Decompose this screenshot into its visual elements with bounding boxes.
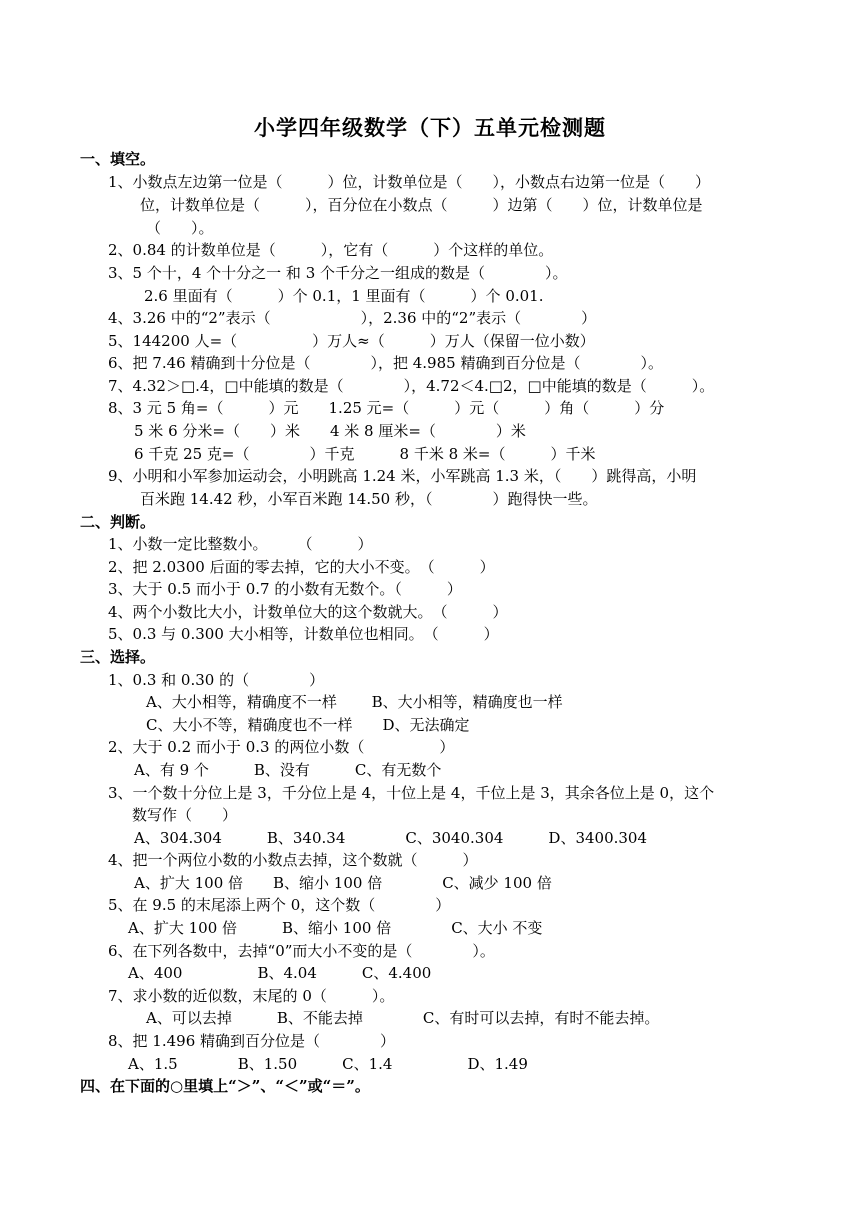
question-line: 7、4.32＞□.4，□中能填的数是（ ），4.72＜4.□2，□中能填的数是（ ）。: [108, 377, 715, 395]
page-title: 小学四年级数学（下）五单元检测题: [254, 115, 606, 140]
option-line: C、大小不等，精确度也不一样 D、无法确定: [146, 716, 470, 734]
question-line: 2、大于 0.2 而小于 0.3 的两位小数（ ）: [108, 738, 455, 756]
question-line: 1、小数点左边第一位是（ ）位，计数单位是（ ），小数点右边第一位是（ ）: [108, 173, 711, 191]
question-line: 5、0.3 与 0.300 大小相等，计数单位也相同。 （ ）: [108, 625, 499, 643]
question-line: 数写作（ ）: [132, 806, 238, 824]
question-line: 4、两个小数比大小，计数单位大的这个数就大。 （ ）: [108, 603, 508, 621]
option-line: A、扩大 100 倍 B、缩小 100 倍 C、大小 不变: [128, 919, 543, 937]
section-heading-judge: 二、判断。: [80, 513, 156, 531]
question-line: 1、0.3 和 0.30 的（ ）: [108, 671, 325, 689]
question-line: 5、在 9.5 的末尾添上两个 0，这个数（ ）: [108, 896, 451, 914]
question-line: 8、把 1.496 精确到百分位是（ ）: [108, 1032, 396, 1050]
question-line: 3、大于 0.5 而小于 0.7 的小数有无数个。（ ）: [108, 580, 462, 598]
question-line: 5、144200 人=（ ）万人≈（ ）万人（保留一位小数）: [108, 332, 595, 350]
section-heading-compare: 四、在下面的○里填上“＞”、“＜”或“＝”。: [80, 1077, 370, 1095]
question-line: 2.6 里面有（ ）个 0.1，1 里面有（ ）个 0.01.: [144, 287, 544, 305]
question-line: 百米跑 14.42 秒，小军百米跑 14.50 秒，（ ）跑得快一些。: [140, 490, 598, 508]
section-heading-fill: 一、填空。: [80, 150, 156, 168]
question-line: 6 千克 25 克=（ ）千克 8 千米 8 米=（ ）千米: [134, 445, 596, 463]
question-line: 2、把 2.0300 后面的零去掉，它的大小不变。 （ ）: [108, 558, 495, 576]
question-line: 6、在下列各数中，去掉“0”而大小不变的是（ ）。: [108, 942, 495, 960]
question-line: 6、把 7.46 精确到十分位是（ ），把 4.985 精确到百分位是（ ）。: [108, 354, 663, 372]
option-line: A、扩大 100 倍 B、缩小 100 倍 C、减少 100 倍: [134, 874, 552, 892]
question-line: 4、3.26 中的“2”表示（ ），2.36 中的“2”表示（ ）: [108, 309, 597, 327]
question-line: 5 米 6 分米=（ ）米 4 米 8 厘米=（ ）米: [134, 422, 526, 440]
question-line: 4、把一个两位小数的小数点去掉，这个数就（ ）: [108, 851, 478, 869]
question-line: 1、小数一定比整数小。 （ ）: [108, 535, 373, 553]
question-line: 3、5 个十，4 个十分之一 和 3 个千分之一组成的数是（ ）。: [108, 264, 568, 282]
option-line: A、有 9 个 B、没有 C、有无数个: [134, 761, 442, 779]
option-line: A、可以去掉 B、不能去掉 C、有时可以去掉，有时不能去掉。: [146, 1009, 660, 1027]
question-line: 位，计数单位是（ ），百分位在小数点（ ）边第（ ）位，计数单位是: [140, 196, 703, 214]
section-heading-choice: 三、选择。: [80, 648, 156, 666]
option-line: A、大小相等，精确度不一样 B、大小相等，精确度也一样: [146, 693, 563, 711]
option-line: A、400 B、4.04 C、4.400: [128, 964, 432, 982]
question-line: 8、3 元 5 角=（ ）元 1.25 元=（ ）元（ ）角（ ）分: [108, 399, 665, 417]
question-line: 9、小明和小军参加运动会，小明跳高 1.24 米，小军跳高 1.3 米，（ ）跳得高，小明: [108, 467, 697, 485]
question-line: 3、一个数十分位上是 3，千分位上是 4，十位上是 4，千位上是 3，其余各位上是 0，这个: [108, 784, 715, 802]
question-line: （ ）。: [146, 219, 214, 237]
option-line: A、304.304 B、340.34 C、3040.304 D、3400.304: [134, 829, 648, 847]
question-line: 2、0.84 的计数单位是（ ），它有（ ）个这样的单位。: [108, 241, 554, 259]
question-line: 7、求小数的近似数，末尾的 0（ ）。: [108, 987, 395, 1005]
option-line: A、1.5 B、1.50 C、1.4 D、1.49: [128, 1055, 528, 1073]
